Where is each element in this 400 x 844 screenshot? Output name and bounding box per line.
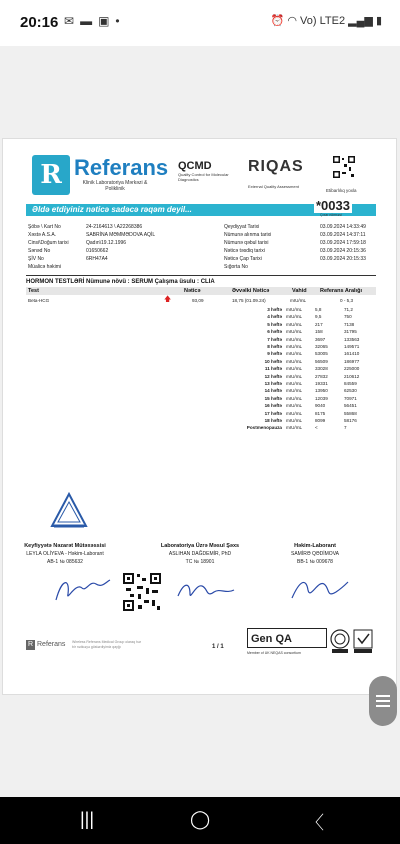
page-sheet bbox=[2, 138, 397, 695]
signature-number: TC № 18901 bbox=[185, 559, 215, 565]
accreditation-triangle-icon bbox=[50, 492, 88, 528]
ref-high: 225000 bbox=[344, 366, 360, 372]
high-arrow-icon: 🡅 bbox=[164, 296, 172, 303]
footer-brand: Referans bbox=[37, 641, 66, 648]
info-value: SABRİNA MƏMMƏDOVA AQİL bbox=[86, 232, 156, 238]
logo-name: Referans bbox=[74, 155, 169, 180]
handle-line bbox=[376, 695, 390, 697]
info-value: 24-2164613 \ A22268386 bbox=[86, 224, 143, 230]
info-label: Nümunə alınma tarixi bbox=[224, 232, 272, 238]
ref-high: 133563 bbox=[344, 336, 360, 342]
ref-low: 56509 bbox=[315, 358, 328, 364]
ref-unit: mIU/mL bbox=[286, 344, 303, 349]
signature-name: LEYLA OLİYEVA - Həkim-Laborant bbox=[26, 551, 104, 557]
page-indicator: 1 / 1 bbox=[212, 644, 224, 650]
ref-unit: mIU/mL bbox=[286, 321, 303, 327]
ref-week: 7 həftə bbox=[267, 336, 282, 342]
wifi-icon: ◠ bbox=[287, 15, 297, 27]
ref-high: 56451 bbox=[344, 403, 357, 409]
signature-number: AB-1 № 085632 bbox=[47, 559, 83, 565]
info-value: 6RH47A4 bbox=[86, 256, 108, 262]
ref-week: 4 həftə bbox=[267, 314, 282, 320]
dot-icon: • bbox=[115, 14, 126, 28]
ref-week: 9 həftə bbox=[267, 351, 282, 357]
back-icon[interactable]: 〈 bbox=[306, 813, 324, 833]
ref-low: 32065 bbox=[315, 344, 328, 349]
ref-unit: mIU/mL bbox=[286, 336, 303, 342]
test-result: 93,09 bbox=[192, 298, 204, 303]
qr-label: Etibarlılıq yoxla bbox=[326, 188, 357, 193]
col-unit: Vahid bbox=[292, 288, 307, 294]
info-label: Nəticə təsdiq tarixi bbox=[224, 248, 265, 254]
logo-subtitle: Klinik Laboratoriya Mərkəzi & Poliklinik bbox=[82, 180, 148, 192]
ref-low: 158 bbox=[315, 329, 323, 335]
barcode-sub: Çıxar nömrəsi bbox=[320, 213, 342, 217]
test-name: Beta-HCG bbox=[28, 298, 50, 303]
signature-title: Laboratoriya Üzrə Məsul Şəxs bbox=[160, 543, 240, 549]
ref-high: 750 bbox=[344, 314, 352, 320]
signature-scribble bbox=[176, 574, 236, 604]
info-label: Müalicə həkimi bbox=[28, 264, 62, 270]
info-label: Cinsi\Doğum tarixi bbox=[28, 240, 69, 246]
ref-week: 15 həftə bbox=[264, 395, 282, 401]
handle-line bbox=[376, 705, 390, 707]
signature-name: SAMİRƏ QƏDİMOVA bbox=[291, 551, 339, 557]
ref-week: 3 həftə bbox=[267, 307, 282, 312]
ref-week: 6 həftə bbox=[267, 329, 282, 335]
ref-high: 161410 bbox=[344, 351, 360, 357]
info-label: Şöbə \ Kart No bbox=[28, 224, 61, 230]
ref-unit: mIU/mL bbox=[286, 373, 303, 379]
genqa-logo bbox=[247, 628, 327, 648]
signal-icon: ▂▄▆ bbox=[348, 15, 373, 27]
ref-unit: mIU/mL bbox=[286, 314, 303, 320]
ref-high: 7 bbox=[344, 425, 347, 431]
ref-week: 18 həftə bbox=[264, 418, 282, 423]
ref-unit: mIU/mL bbox=[286, 358, 303, 364]
message-icon: ▬ bbox=[80, 14, 99, 28]
info-label: Xəstə A.S.A. bbox=[28, 232, 57, 238]
info-label: Qeydiyyat Tarixi bbox=[224, 224, 260, 230]
info-value: 03.09.2024 17:59:18 bbox=[320, 240, 366, 246]
ref-low: 5,8 bbox=[315, 307, 322, 312]
info-value: 01650662 bbox=[86, 248, 109, 254]
referans-logo-icon: R bbox=[32, 155, 70, 195]
alarm-icon: ⏰ bbox=[270, 15, 285, 27]
ref-low: 217 bbox=[315, 321, 323, 327]
ref-unit: mIU/mL bbox=[286, 366, 303, 372]
genqa-sub: Member of UK NEQAS consortium bbox=[247, 651, 301, 655]
ref-unit: mIU/mL bbox=[286, 381, 303, 386]
ref-week: 14 həftə bbox=[264, 388, 282, 394]
ref-week: 8 həftə bbox=[267, 344, 282, 349]
ref-week: Postmenopauza bbox=[246, 425, 282, 431]
ref-high: 71,2 bbox=[344, 307, 353, 312]
recent-apps-icon[interactable]: ||| bbox=[80, 809, 95, 829]
status-time: 20:16 bbox=[20, 14, 59, 31]
genqa-mark: Gen QA bbox=[251, 633, 292, 645]
qcmd-mark: QCMD bbox=[178, 160, 212, 172]
ref-week: 10 həftə bbox=[264, 358, 282, 364]
ref-low: 8099 bbox=[315, 418, 326, 423]
signature-title: Keyfiyyətə Nəzarət Mütəxəssisi bbox=[24, 543, 106, 549]
ref-unit: mIU/mL bbox=[286, 403, 303, 409]
test-unit: mIU/mL bbox=[290, 298, 307, 303]
ref-week: 16 həftə bbox=[264, 403, 282, 409]
navigation-bar bbox=[0, 797, 400, 844]
test-previous: 18,75 (01.09.24) bbox=[232, 298, 266, 303]
battery-icon: ▮ bbox=[375, 15, 382, 27]
ref-high: 58176 bbox=[344, 418, 357, 423]
col-test: Test bbox=[28, 288, 39, 294]
barcode-number: *0033 bbox=[316, 198, 350, 213]
info-label: Sənəd No bbox=[28, 248, 51, 254]
ref-unit: mIU/mL bbox=[286, 329, 303, 335]
ref-high: 55868 bbox=[344, 410, 357, 416]
ref-low: 9040 bbox=[315, 403, 326, 409]
info-value: 03.09.2024 20:15:36 bbox=[320, 248, 366, 254]
qcmd-logo bbox=[178, 160, 234, 196]
ref-unit: mIU/mL bbox=[286, 425, 303, 431]
ref-week: 11 həftə bbox=[264, 366, 282, 372]
signature-number: BB-1 № 009678 bbox=[297, 559, 333, 565]
ref-low: 53005 bbox=[315, 351, 328, 357]
ref-week: 13 həftə bbox=[264, 381, 282, 386]
signature-scribble bbox=[52, 574, 112, 604]
signature-scribble bbox=[290, 574, 350, 604]
ref-week: 17 həftə bbox=[264, 410, 282, 416]
footer-logo bbox=[26, 640, 65, 650]
ref-high: 210612 bbox=[344, 373, 360, 379]
qr-code-icon bbox=[332, 155, 356, 179]
info-value: 03.09.2024 14:37:11 bbox=[320, 232, 366, 238]
ref-low: 27832 bbox=[315, 373, 328, 379]
ref-low: 8175 bbox=[315, 410, 326, 416]
ref-unit: mIU/mL bbox=[286, 388, 303, 394]
footer-text: Wireless Referans Medical Group olaraq hər bir nəticəyə göstərdiyimiz qayğı bbox=[72, 640, 142, 649]
scroll-handle[interactable] bbox=[369, 676, 397, 726]
ref-low: 9,5 bbox=[315, 314, 322, 320]
signature-name: ASLIHAN DAĞDEMİR, PhD bbox=[168, 551, 232, 557]
ref-low: 33028 bbox=[315, 366, 328, 372]
handle-line bbox=[376, 700, 390, 702]
banner-text: Əldə etdiyiniz nəticə sadəcə rəqəm deyil... bbox=[32, 205, 192, 214]
col-previous: Əvvəlki Nəticə bbox=[232, 288, 270, 294]
ref-low: < bbox=[315, 425, 318, 431]
ref-high: 149571 bbox=[344, 344, 360, 349]
ref-week: 12 həftə bbox=[264, 373, 282, 379]
mail-icon: ✉ bbox=[64, 14, 81, 28]
ref-unit: mIU/mL bbox=[286, 395, 303, 401]
qcmd-sub: Quality Control for Molecular Diagnostics bbox=[178, 172, 229, 182]
section-title: HORMON TESTLƏRİ Nümunə növü : SERUM Çalışma üsulu : CLIA bbox=[26, 279, 215, 285]
info-label: Nəticə Çap Tarixi bbox=[224, 256, 262, 262]
ref-low: 12039 bbox=[315, 395, 328, 401]
ref-high: 186977 bbox=[344, 358, 360, 364]
certification-badges-icon bbox=[330, 628, 374, 654]
riqas-sub: External Quality Assessment bbox=[248, 184, 299, 189]
ref-unit: mIU/mL bbox=[286, 307, 303, 312]
col-reference: Referans Aralığı bbox=[320, 288, 362, 294]
riqas-logo: RIQAS bbox=[248, 158, 304, 175]
info-label: ŞİV No bbox=[28, 256, 44, 262]
ref-high: 31795 bbox=[344, 329, 357, 335]
ref-high: 70971 bbox=[344, 395, 357, 401]
verification-qr-icon bbox=[122, 572, 162, 612]
image-icon: ▣ bbox=[98, 14, 116, 28]
network-label: Vo) LTE2 bbox=[300, 15, 346, 27]
info-value: 03.09.2024 20:15:33 bbox=[320, 256, 366, 262]
ref-week: 5 həftə bbox=[267, 321, 282, 327]
divider bbox=[26, 275, 376, 276]
home-icon[interactable]: ◯ bbox=[190, 809, 211, 829]
ref-low: 13950 bbox=[315, 388, 328, 394]
info-label: Nümunə qəbul tarixi bbox=[224, 240, 269, 246]
ref-unit: mIU/mL bbox=[286, 410, 303, 416]
col-result: Nəticə bbox=[184, 288, 201, 294]
signature-title: Həkim-Laborant bbox=[294, 543, 336, 549]
ref-high: 7138 bbox=[344, 321, 355, 327]
ref-unit: mIU/mL bbox=[286, 418, 303, 423]
ref-unit: mIU/mL bbox=[286, 351, 303, 357]
info-label: Sığorta No bbox=[224, 264, 248, 270]
test-reference: 0 - 5,3 bbox=[340, 298, 354, 303]
ref-high: 62530 bbox=[344, 388, 357, 394]
info-value: Qadın\19.12.1996 bbox=[86, 240, 127, 246]
ref-low: 19331 bbox=[315, 381, 328, 386]
ref-low: 3697 bbox=[315, 336, 326, 342]
ref-high: 84559 bbox=[344, 381, 357, 386]
info-value: 03.09.2024 14:33:49 bbox=[320, 224, 366, 230]
footer-r-icon: R bbox=[27, 641, 34, 648]
